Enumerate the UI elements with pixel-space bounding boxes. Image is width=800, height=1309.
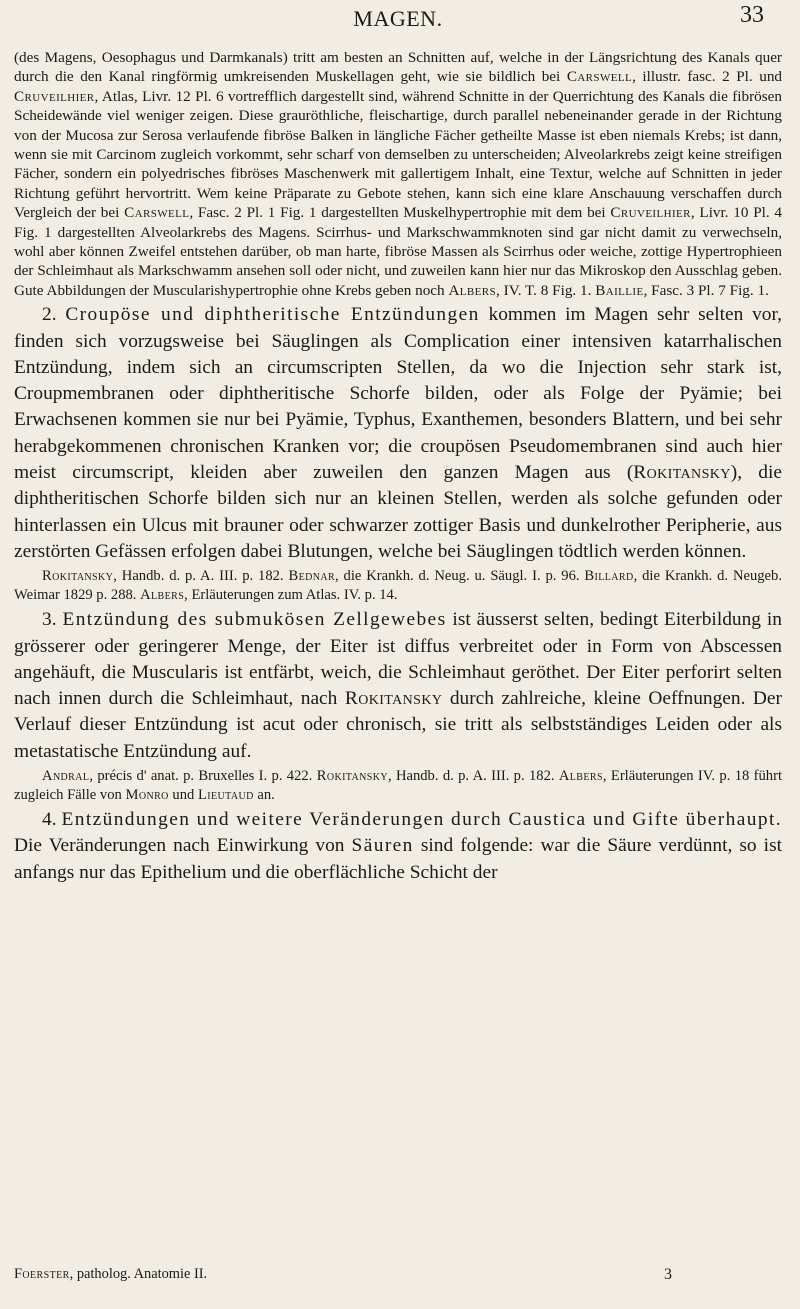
- author-name: Carswell: [566, 68, 633, 86]
- text-run: Die Veränderungen nach Einwirkung von: [14, 835, 352, 857]
- section-number: 4.: [42, 809, 62, 831]
- text-run: , Fasc. 3 Pl. 7 Fig. 1.: [643, 281, 769, 299]
- page-header: [14, 0, 782, 48]
- text-run: ist äusserst selten, bedingt Eiterbildung in grösserer oder geringerer Menge, der Eiter ist diffus verbreitet oder in Form von Abscessen angehäuft, die Muscularis ist entfärbt, weich, die Schleimhaut geröthet. Der Eiter perforirt selten nach innen durch die Schleimhaut, nach: [14, 609, 782, 710]
- section-title: Entzündung des submukösen Zellgewebes: [62, 609, 447, 631]
- author-name: Lieutaud: [197, 787, 254, 804]
- text-run: , Handb. d. p. A. III. p. 182.: [387, 768, 559, 785]
- text-run: , Erläuterungen IV. p. 18 führt zugleich Fälle von: [14, 768, 782, 804]
- author-name: Cruveilhier: [14, 87, 95, 105]
- author-name: Albers: [140, 587, 185, 604]
- footer-work-title: , patholog. Anatomie II.: [69, 1266, 208, 1282]
- sheet-signature: 3: [664, 1266, 672, 1283]
- text-run: , Fasc. 2 Pl. 1 Fig. 1 dargestellten Muskelhypertrophie mit dem bei: [189, 204, 611, 222]
- text-run: , IV. T. 8 Fig. 1.: [496, 281, 596, 299]
- page-footer: [14, 1266, 782, 1283]
- section-title: Croupöse und diphtheritische Entzündungen: [65, 304, 480, 326]
- section-number: 3.: [42, 609, 63, 631]
- text-run: durch zahlreiche, kleine Oeffnungen. Der Verlauf dieser Entzündung ist acut oder chronisch, sie tritt als selbstständiges Leiden oder als metastatische Entzündung auf.: [14, 688, 782, 762]
- text-run: , die Krankh. d. Neugeb. Weimar 1829 p. 288.: [14, 568, 782, 604]
- text-run: , précis d' anat. p. Bruxelles I. p. 422.: [89, 768, 317, 785]
- text-run: , die Krankh. d. Neug. u. Säugl. I. p. 96.: [335, 568, 585, 585]
- text-run: sind folgende: war die Säure verdünnt, so ist anfangs nur das Epithelium und die oberflächliche Schicht der: [14, 835, 783, 883]
- author-name: Andral: [42, 768, 90, 785]
- section-3-references: [14, 767, 782, 805]
- author-name: Rokitansky: [344, 688, 443, 710]
- section-2-croupous-inflammation: [14, 302, 782, 565]
- author-name: Albers: [448, 281, 497, 299]
- text-run: , Livr. 10 Pl. 4 Fig. 1 dargestellten Alveolarkrebs des Magens. Scirrhus- und Markschwammknoten sind gar nicht damit zu verwechseln, wohl aber können Zweifel entstehen darüber, ob man harte, fibröse Massen als Scirrhus oder weiche, zottige Hypertrophieen der Schleimhaut als Markschwamm ansehen soll oder nicht, und zuweilen kann hier nur das Mikroskop den Ausschlag geben. Gute Abbildungen der Muscularishypertrophie ohne Krebs geben noch: [14, 204, 782, 299]
- author-name: Carswell: [124, 204, 190, 222]
- author-name: Rokitansky: [316, 768, 388, 785]
- section-title: Entzündungen und weitere Veränderungen durch Caustica und Gifte überhaupt.: [61, 809, 782, 831]
- text-run: an.: [253, 787, 275, 804]
- author-name: Cruveilhier: [610, 204, 691, 222]
- text-run: (des Magens, Oesophagus und Darmkanals) tritt am besten an Schnitten auf, welche in der Längsrichtung des Kanals quer durch die den Kanal ringförmig umkreisenden Muskellagen geht, wie sie bildlich bei: [14, 49, 782, 86]
- author-name: Baillie: [595, 281, 644, 299]
- text-run: ), die diphtheritischen Schorfe bilden sich nur an kleinen Stellen, werden als solche gefunden oder hinterlassen ein Ulcus mit brauner oder schwarzer zottiger Basis und dunkelrother Peripherie, aus zerstörten Gefässen erfolgen dabei Blutungen, welche bei Säuglingen tödtlich werden können.: [14, 462, 783, 562]
- text-run: , Erläuterungen zum Atlas. IV. p. 14.: [184, 587, 398, 604]
- text-run: , Handb. d. p. A. III. p. 182.: [113, 568, 289, 585]
- running-head: MAGEN.: [353, 6, 443, 31]
- section-4-caustics-and-poisons: [14, 807, 782, 886]
- emphasized-term: Säuren: [351, 835, 414, 857]
- author-name: Albers: [558, 768, 603, 785]
- paragraph-muscle-hypertrophy: [14, 48, 782, 300]
- section-3-submucous-inflammation: [14, 607, 782, 765]
- author-name: Billard: [584, 568, 634, 585]
- text-run: kommen im Magen sehr selten vor, finden sich vorzugsweise bei Säuglingen als Complication einer intensiven katarrhalischen Entzündung, indem sich an circumscripten Stellen, da wo die Injection sehr stark ist, Croupmembranen oder diphtheritische Schorfe bilden, oder als Folge der Pyämie; bei Erwachsenen kommen sie nur bei Pyämie, Typhus, Exanthemen, besonders Blattern, und bei sehr herabgekommenen chronischen Kranken vor; die croupösen Pseudomembranen sind auch hier meist circumscript, kleiden aber zuweilen den ganzen Magen aus (: [14, 304, 782, 484]
- text-run: und: [168, 787, 198, 804]
- author-name: Rokitansky: [42, 568, 114, 585]
- text-run: , Atlas, Livr. 12 Pl. 6 vortrefflich dargestellt sind, während Schnitte in der Querrichtung des Kanals die fibrösen Scheidewände viel weniger zeigen. Diese grauröthliche, fleischartige, durch parallel nebeneinander gerade in der Richtung von der Mucosa zur Serosa verlaufende fibröse Balken in längliche Fächer getheilte Masse ist eben niemals Krebs; ist dann, wenn sie mit Carcinom zugleich vorkommt, sehr scharf von demselben zu unterscheiden; Alveolarkrebs zeigt keine streifigen Fächer, sondern ein polyedrisches fibröses Maschenwerk mit gallertigem Inhalt, eine Textur, welche auf Schnitten in jeder Richtung geführt hervortritt. Wem keine Präparate zu Gebote stehen, kann sich eine klare Anschauung verschaffen durch Vergleich der bei: [14, 87, 782, 222]
- author-name: Monro: [125, 787, 169, 804]
- section-2-references: [14, 567, 782, 605]
- section-number: 2.: [42, 304, 66, 326]
- footer-author: Foerster: [14, 1266, 70, 1282]
- author-name: Rokitansky: [633, 462, 731, 484]
- author-name: Bednar: [288, 568, 336, 585]
- text-run: , illustr. fasc. 2 Pl. und: [632, 68, 783, 86]
- page-number: 33: [740, 2, 764, 28]
